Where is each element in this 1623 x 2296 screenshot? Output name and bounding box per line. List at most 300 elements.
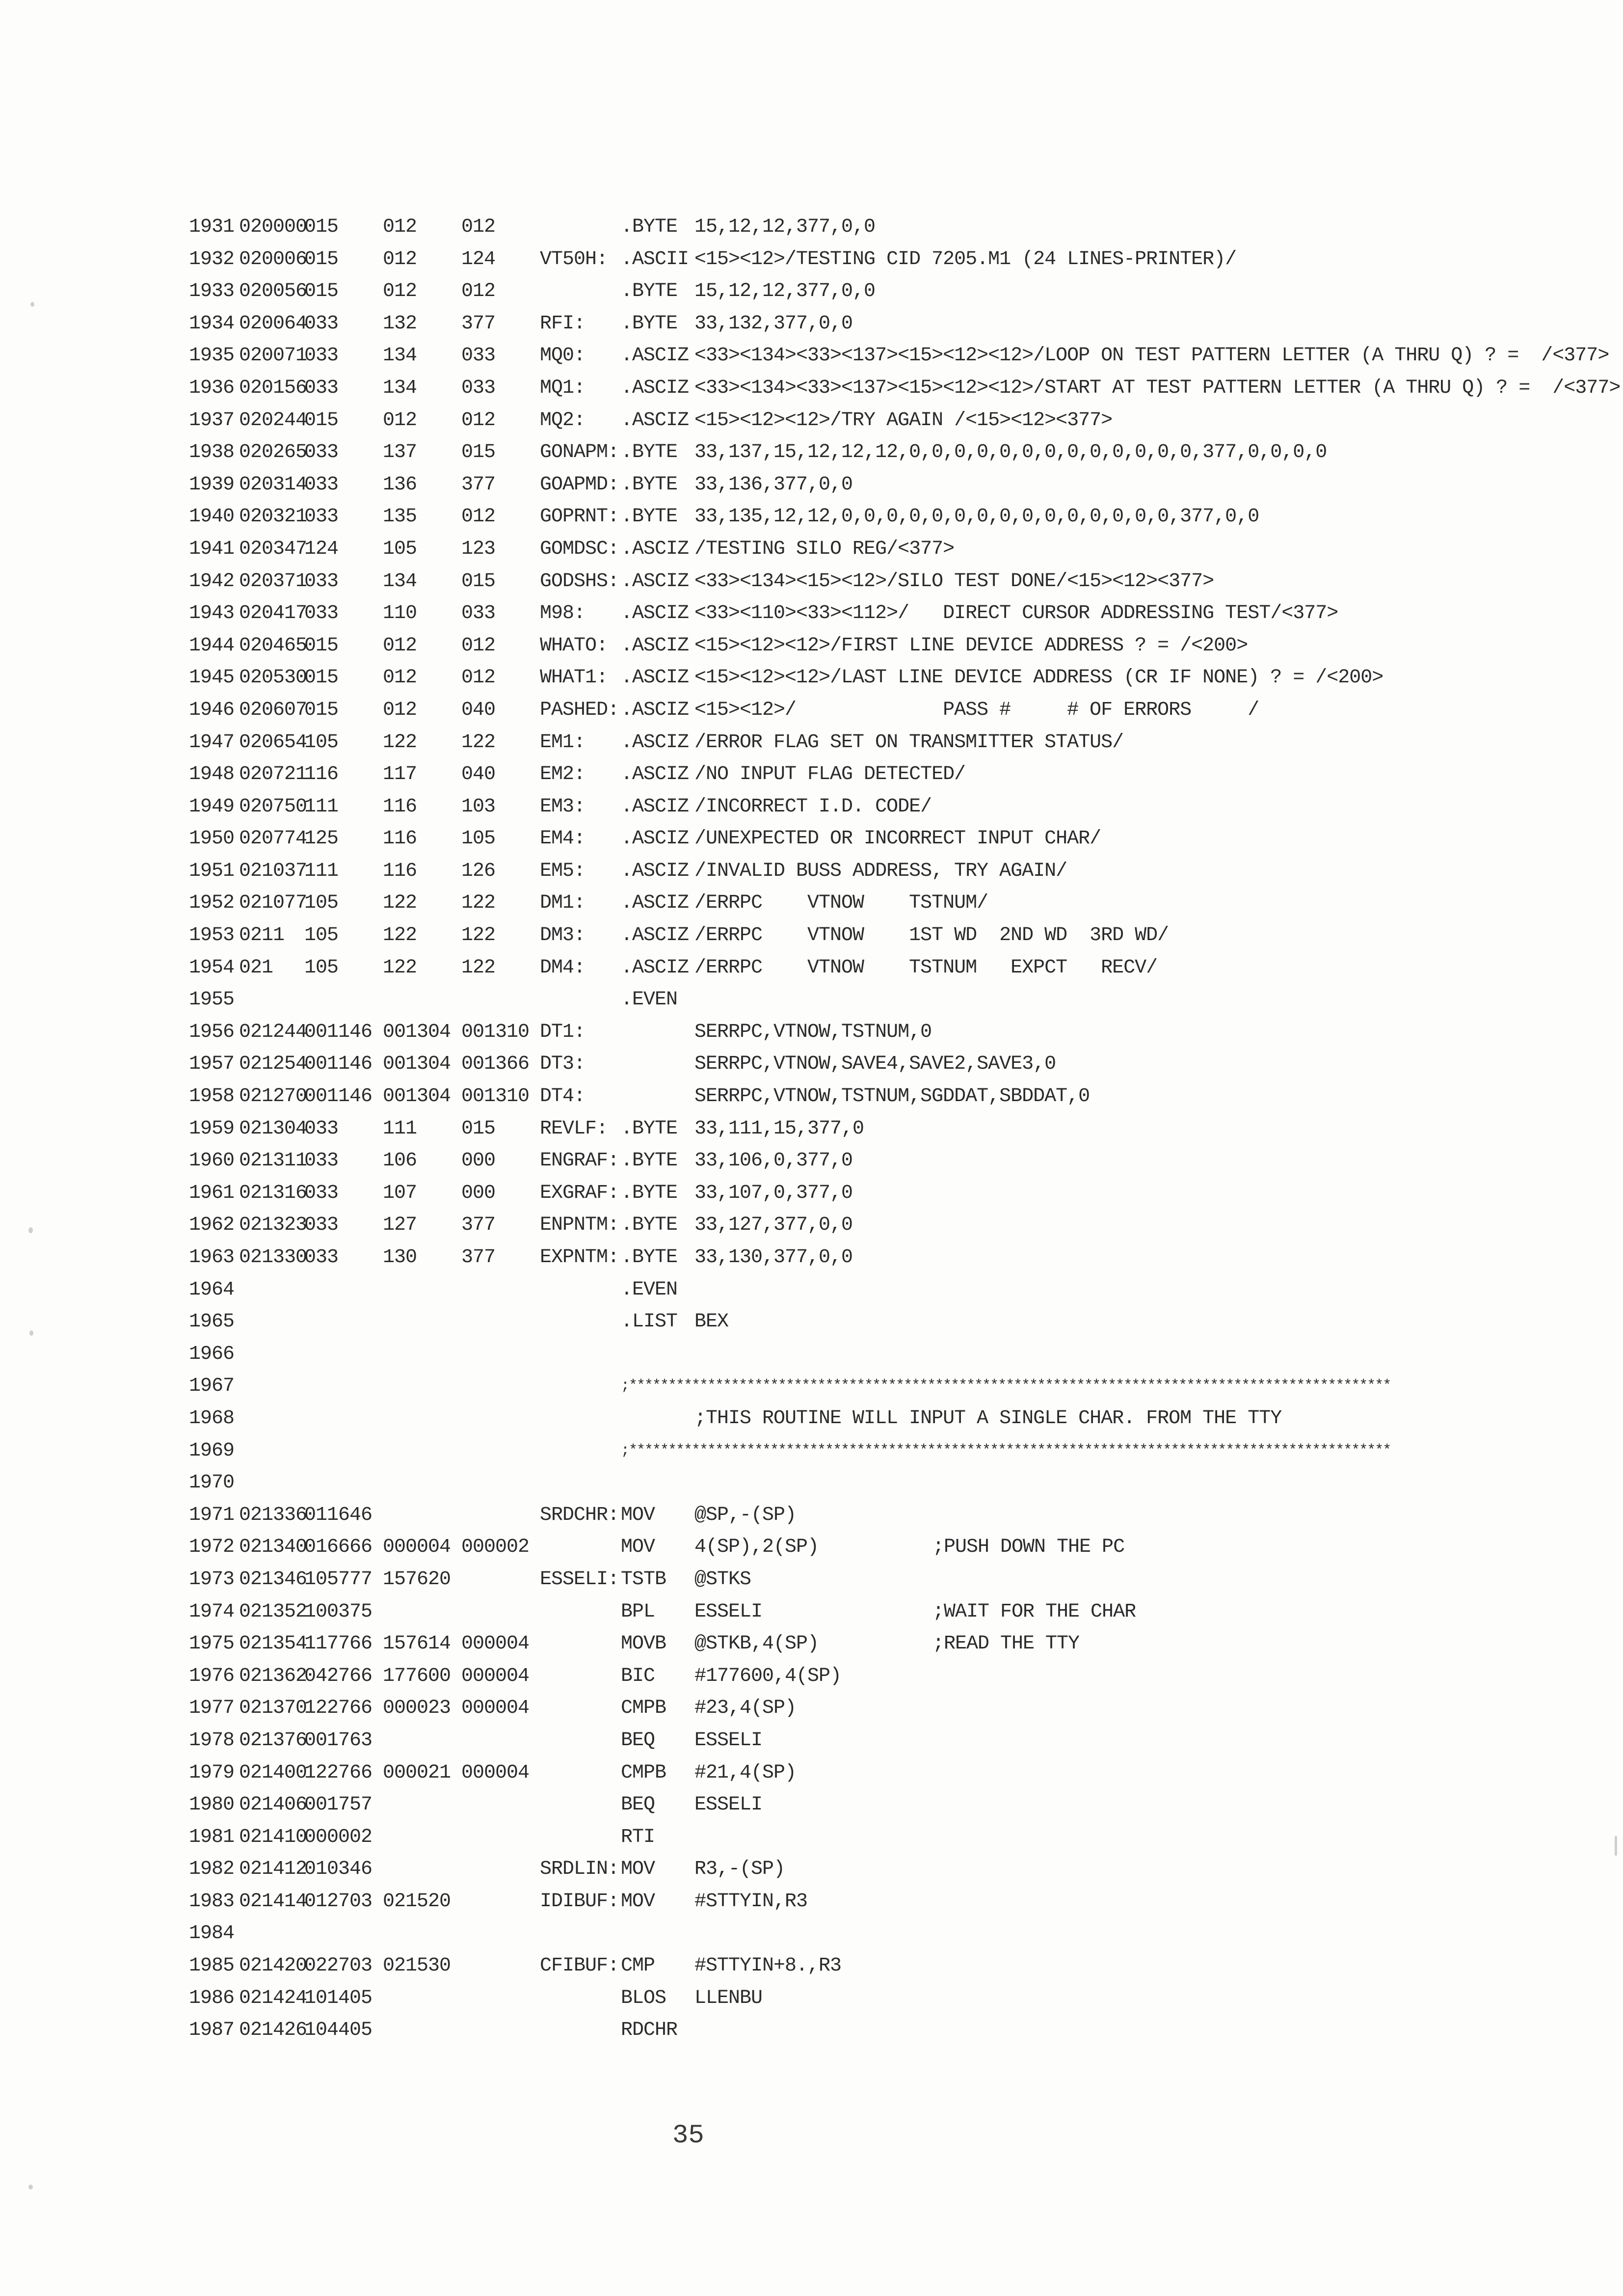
address: 021330 bbox=[239, 1246, 307, 1269]
listing-row bbox=[174, 1628, 1529, 1660]
separator-stars: ;************************************************************************************************* bbox=[621, 1378, 1391, 1395]
operand: /INCORRECT I.D. CODE/ bbox=[694, 795, 932, 818]
opcode: .BYTE bbox=[621, 473, 678, 496]
word-2: 136 bbox=[383, 473, 417, 496]
listing-row bbox=[174, 1725, 1529, 1757]
listing-row bbox=[174, 1306, 1529, 1338]
word-3: 000004 bbox=[461, 1633, 530, 1655]
operand: 15,12,12,377,0,0 bbox=[694, 216, 876, 238]
word-1: 000002 bbox=[304, 1826, 372, 1848]
opcode: .ASCIZ bbox=[621, 860, 689, 882]
address: 020071 bbox=[239, 345, 307, 367]
word-3: 122 bbox=[461, 956, 496, 979]
operand: SERRPC,VTNOW,SAVE4,SAVE2,SAVE3,0 bbox=[694, 1053, 1056, 1076]
line-number: 1962 bbox=[189, 1214, 235, 1237]
address: 021037 bbox=[239, 860, 307, 882]
operand: <33><134><15><12>/SILO TEST DONE/<15><12><377> bbox=[694, 570, 1214, 593]
word-2: 157614 bbox=[383, 1633, 451, 1655]
word-1: 033 bbox=[304, 602, 339, 625]
word-3: 001366 bbox=[461, 1053, 530, 1076]
line-number: 1980 bbox=[189, 1794, 235, 1816]
scan-speck bbox=[1615, 1836, 1617, 1856]
word-2: 000021 bbox=[383, 1761, 451, 1784]
listing-row bbox=[174, 211, 1529, 243]
operand: ESSELI bbox=[694, 1729, 763, 1752]
opcode: .ASCIZ bbox=[621, 409, 689, 432]
listing-row bbox=[174, 1853, 1529, 1886]
label: MQ1: bbox=[540, 377, 585, 399]
line-number: 1966 bbox=[189, 1343, 235, 1365]
line-number: 1968 bbox=[189, 1407, 235, 1430]
line-number: 1947 bbox=[189, 731, 235, 754]
listing-row bbox=[174, 566, 1529, 598]
word-3: 377 bbox=[461, 473, 496, 496]
opcode: .ASCIZ bbox=[621, 892, 689, 915]
word-2: 012 bbox=[383, 699, 417, 721]
word-1: 033 bbox=[304, 473, 339, 496]
word-3: 000004 bbox=[461, 1761, 530, 1784]
word-3: 124 bbox=[461, 248, 496, 270]
opcode: .ASCIZ bbox=[621, 828, 689, 850]
opcode: .ASCIZ bbox=[621, 602, 689, 625]
operand: <15><12>/ PASS # # OF ERRORS / bbox=[694, 699, 1259, 721]
comment: ;PUSH DOWN THE PC bbox=[932, 1536, 1125, 1559]
label: DM1: bbox=[540, 892, 585, 915]
operand: 4(SP),2(SP) bbox=[694, 1536, 819, 1559]
operand: <33><134><33><137><15><12><12>/START AT TEST PATTERN LETTER (A THRU Q) ? = /<377> bbox=[694, 377, 1621, 399]
scan-speck bbox=[28, 1227, 33, 1233]
line-number: 1932 bbox=[189, 248, 235, 270]
word-3: 000 bbox=[461, 1182, 496, 1204]
line-number: 1942 bbox=[189, 570, 235, 593]
operand: #177600,4(SP) bbox=[694, 1665, 842, 1687]
opcode: MOVB bbox=[621, 1633, 666, 1655]
listing-row bbox=[174, 405, 1529, 437]
line-number: 1953 bbox=[189, 924, 235, 947]
word-1: 010346 bbox=[304, 1858, 372, 1881]
operand: @STKB,4(SP) bbox=[694, 1633, 819, 1655]
word-1: 033 bbox=[304, 345, 339, 367]
listing-row bbox=[174, 1016, 1529, 1049]
word-2: 001304 bbox=[383, 1085, 451, 1108]
word-1: 122766 bbox=[304, 1761, 372, 1784]
label: EM1: bbox=[540, 731, 585, 754]
opcode: BIC bbox=[621, 1665, 655, 1687]
address: 020371 bbox=[239, 570, 307, 593]
listing-row bbox=[174, 1918, 1529, 1950]
word-3: 015 bbox=[461, 570, 496, 593]
line-number: 1946 bbox=[189, 699, 235, 721]
operand: ;THIS ROUTINE WILL INPUT A SINGLE CHAR. FROM THE TTY bbox=[694, 1407, 1282, 1430]
word-1: 033 bbox=[304, 1182, 339, 1204]
opcode: .BYTE bbox=[621, 441, 678, 464]
line-number: 1939 bbox=[189, 473, 235, 496]
line-number: 1952 bbox=[189, 892, 235, 915]
word-2: 116 bbox=[383, 860, 417, 882]
line-number: 1976 bbox=[189, 1665, 235, 1687]
operand: /ERROR FLAG SET ON TRANSMITTER STATUS/ bbox=[694, 731, 1124, 754]
line-number: 1933 bbox=[189, 280, 235, 303]
opcode: .ASCIZ bbox=[621, 956, 689, 979]
listing-row bbox=[174, 1757, 1529, 1789]
listing-row bbox=[174, 1403, 1529, 1435]
line-number: 1941 bbox=[189, 538, 235, 560]
word-3: 001310 bbox=[461, 1021, 530, 1043]
opcode: .ASCIZ bbox=[621, 667, 689, 689]
line-number: 1984 bbox=[189, 1922, 235, 1945]
opcode: .ASCIZ bbox=[621, 634, 689, 657]
word-3: 000004 bbox=[461, 1665, 530, 1687]
listing-row bbox=[174, 469, 1529, 501]
line-number: 1964 bbox=[189, 1278, 235, 1301]
line-number: 1944 bbox=[189, 634, 235, 657]
operand: /NO INPUT FLAG DETECTED/ bbox=[694, 763, 966, 786]
line-number: 1945 bbox=[189, 667, 235, 689]
operand: <33><110><33><112>/ DIRECT CURSOR ADDRESSING TEST/<377> bbox=[694, 602, 1338, 625]
word-1: 033 bbox=[304, 441, 339, 464]
word-1: 016666 bbox=[304, 1536, 372, 1559]
word-1: 116 bbox=[304, 763, 339, 786]
operand: R3,-(SP) bbox=[694, 1858, 785, 1881]
word-2: 127 bbox=[383, 1214, 417, 1237]
operand: /ERRPC VTNOW TSTNUM EXPCT RECV/ bbox=[694, 956, 1158, 979]
operand: <33><134><33><137><15><12><12>/LOOP ON TEST PATTERN LETTER (A THRU Q) ? = /<377> bbox=[694, 345, 1609, 367]
opcode: BEQ bbox=[621, 1729, 655, 1752]
label: MQ0: bbox=[540, 345, 585, 367]
operand: #21,4(SP) bbox=[694, 1761, 797, 1784]
address: 020654 bbox=[239, 731, 307, 754]
listing-row bbox=[174, 1564, 1529, 1596]
line-number: 1954 bbox=[189, 956, 235, 979]
word-3: 033 bbox=[461, 345, 496, 367]
listing-row bbox=[174, 1596, 1529, 1628]
listing-row bbox=[174, 630, 1529, 662]
listing-row bbox=[174, 1435, 1529, 1467]
label: GONAPM: bbox=[540, 441, 619, 464]
line-number: 1983 bbox=[189, 1890, 235, 1913]
address: 021362 bbox=[239, 1665, 307, 1687]
operand: @STKS bbox=[694, 1568, 751, 1591]
address: 020265 bbox=[239, 441, 307, 464]
opcode: BEQ bbox=[621, 1794, 655, 1816]
address: 021414 bbox=[239, 1890, 307, 1913]
opcode: .BYTE bbox=[621, 312, 678, 335]
label: EM3: bbox=[540, 795, 585, 818]
address: 021316 bbox=[239, 1182, 307, 1204]
operand: 33,132,377,0,0 bbox=[694, 312, 853, 335]
assembly-listing bbox=[174, 211, 1621, 2047]
word-2: 110 bbox=[383, 602, 417, 625]
address: 020244 bbox=[239, 409, 307, 432]
word-2: 117 bbox=[383, 763, 417, 786]
word-2: 157620 bbox=[383, 1568, 451, 1591]
listing-row bbox=[174, 501, 1529, 533]
listing-row bbox=[174, 340, 1609, 372]
label: REVLF: bbox=[540, 1117, 608, 1140]
address: 021370 bbox=[239, 1697, 307, 1720]
word-3: 040 bbox=[461, 763, 496, 786]
line-number: 1959 bbox=[189, 1117, 235, 1140]
word-3: 001310 bbox=[461, 1085, 530, 1108]
listing-row bbox=[174, 984, 1529, 1016]
word-3: 012 bbox=[461, 667, 496, 689]
line-number: 1979 bbox=[189, 1761, 235, 1784]
operand: ESSELI bbox=[694, 1600, 763, 1623]
separator-stars: ;************************************************************************************************* bbox=[621, 1442, 1391, 1459]
word-2: 001304 bbox=[383, 1053, 451, 1076]
line-number: 1940 bbox=[189, 506, 235, 528]
operand: #23,4(SP) bbox=[694, 1697, 797, 1720]
word-2: 111 bbox=[383, 1117, 417, 1140]
line-number: 1969 bbox=[189, 1439, 235, 1462]
address: 021410 bbox=[239, 1826, 307, 1848]
line-number: 1936 bbox=[189, 377, 235, 399]
address: 020156 bbox=[239, 377, 307, 399]
opcode: .ASCIZ bbox=[621, 763, 689, 786]
word-2: 000004 bbox=[383, 1536, 451, 1559]
opcode: .EVEN bbox=[621, 1278, 678, 1301]
word-2: 000023 bbox=[383, 1697, 451, 1720]
line-number: 1949 bbox=[189, 795, 235, 818]
word-1: 001146 bbox=[304, 1053, 372, 1076]
address: 021304 bbox=[239, 1117, 307, 1140]
word-1: 125 bbox=[304, 828, 339, 850]
line-number: 1967 bbox=[189, 1375, 235, 1398]
word-1: 015 bbox=[304, 699, 339, 721]
line-number: 1978 bbox=[189, 1729, 235, 1752]
word-2: 107 bbox=[383, 1182, 417, 1204]
address: 021352 bbox=[239, 1600, 307, 1623]
word-2: 012 bbox=[383, 248, 417, 270]
line-number: 1982 bbox=[189, 1858, 235, 1881]
listing-row bbox=[174, 855, 1529, 888]
word-3: 123 bbox=[461, 538, 496, 560]
opcode: .ASCII bbox=[621, 248, 689, 270]
listing-row bbox=[174, 791, 1529, 823]
line-number: 1970 bbox=[189, 1472, 235, 1494]
word-3: 377 bbox=[461, 1214, 496, 1237]
line-number: 1987 bbox=[189, 2019, 235, 2042]
address: 021340 bbox=[239, 1536, 307, 1559]
word-3: 000004 bbox=[461, 1697, 530, 1720]
operand: <15><12>/TESTING CID 7205.M1 (24 LINES-PRINTER)/ bbox=[694, 248, 1237, 270]
word-2: 012 bbox=[383, 409, 417, 432]
operand: ESSELI bbox=[694, 1794, 763, 1816]
listing-row bbox=[174, 1145, 1529, 1177]
word-1: 105 bbox=[304, 892, 339, 915]
opcode: .BYTE bbox=[621, 1246, 678, 1269]
operand: SERRPC,VTNOW,TSTNUM,SGDDAT,SBDDAT,0 bbox=[694, 1085, 1090, 1108]
listing-row bbox=[174, 1113, 1529, 1145]
comment: ;WAIT FOR THE CHAR bbox=[932, 1600, 1136, 1623]
address: 021406 bbox=[239, 1794, 307, 1816]
line-number: 1958 bbox=[189, 1085, 235, 1108]
address: 021354 bbox=[239, 1633, 307, 1655]
word-1: 011646 bbox=[304, 1504, 372, 1526]
opcode: .BYTE bbox=[621, 1214, 678, 1237]
word-2: 122 bbox=[383, 731, 417, 754]
opcode: .BYTE bbox=[621, 216, 678, 238]
line-number: 1981 bbox=[189, 1826, 235, 1848]
word-1: 100375 bbox=[304, 1600, 372, 1623]
listing-row bbox=[174, 1467, 1529, 1499]
word-3: 012 bbox=[461, 634, 496, 657]
scan-speck bbox=[30, 302, 34, 307]
word-1: 015 bbox=[304, 634, 339, 657]
line-number: 1935 bbox=[189, 345, 235, 367]
word-1: 101405 bbox=[304, 1987, 372, 2009]
word-2: 105 bbox=[383, 538, 417, 560]
line-number: 1934 bbox=[189, 312, 235, 335]
word-3: 000 bbox=[461, 1150, 496, 1172]
label: DM4: bbox=[540, 956, 585, 979]
operand: 33,111,15,377,0 bbox=[694, 1117, 864, 1140]
word-2: 012 bbox=[383, 634, 417, 657]
listing-row bbox=[174, 436, 1529, 469]
word-3: 377 bbox=[461, 1246, 496, 1269]
label: EM4: bbox=[540, 828, 585, 850]
word-1: 033 bbox=[304, 570, 339, 593]
address: 021426 bbox=[239, 2019, 307, 2042]
address: 020750 bbox=[239, 795, 307, 818]
address: 021420 bbox=[239, 1955, 307, 1977]
operand: <15><12><12>/FIRST LINE DEVICE ADDRESS ? = /<200> bbox=[694, 634, 1248, 657]
word-1: 012703 bbox=[304, 1890, 372, 1913]
line-number: 1938 bbox=[189, 441, 235, 464]
address: 021311 bbox=[239, 1150, 307, 1172]
opcode: MOV bbox=[621, 1890, 655, 1913]
line-number: 1986 bbox=[189, 1987, 235, 2009]
word-3: 033 bbox=[461, 602, 496, 625]
listing-row bbox=[174, 1886, 1529, 1918]
word-3: 103 bbox=[461, 795, 496, 818]
listing-row bbox=[174, 1499, 1529, 1532]
word-1: 104405 bbox=[304, 2019, 372, 2042]
word-2: 021520 bbox=[383, 1890, 451, 1913]
word-2: 012 bbox=[383, 280, 417, 303]
address: 0211 bbox=[239, 924, 285, 947]
address: 021077 bbox=[239, 892, 307, 915]
word-1: 033 bbox=[304, 1246, 339, 1269]
address: 020000 bbox=[239, 216, 307, 238]
opcode: .BYTE bbox=[621, 1150, 678, 1172]
listing-row bbox=[174, 952, 1529, 984]
address: 020314 bbox=[239, 473, 307, 496]
label: GOMDSC: bbox=[540, 538, 619, 560]
label: GOPRNT: bbox=[540, 506, 619, 528]
line-number: 1931 bbox=[189, 216, 235, 238]
opcode: TSTB bbox=[621, 1568, 666, 1591]
word-3: 122 bbox=[461, 731, 496, 754]
opcode: MOV bbox=[621, 1858, 655, 1881]
opcode: BLOS bbox=[621, 1987, 666, 2009]
opcode: .BYTE bbox=[621, 1182, 678, 1204]
operand: 33,106,0,377,0 bbox=[694, 1150, 853, 1172]
label: RFI: bbox=[540, 312, 585, 335]
label: SRDLIN: bbox=[540, 1858, 619, 1881]
listing-row bbox=[174, 1274, 1529, 1306]
operand: <15><12><12>/LAST LINE DEVICE ADDRESS (CR IF NONE) ? = /<200> bbox=[694, 667, 1384, 689]
line-number: 1971 bbox=[189, 1504, 235, 1526]
opcode: CMPB bbox=[621, 1761, 666, 1784]
operand: 33,107,0,377,0 bbox=[694, 1182, 853, 1204]
address: 021254 bbox=[239, 1053, 307, 1076]
operand: LLENBU bbox=[694, 1987, 763, 2009]
line-number: 1956 bbox=[189, 1021, 235, 1043]
scan-speck bbox=[29, 1330, 33, 1336]
listing-row bbox=[174, 662, 1529, 694]
label: EM5: bbox=[540, 860, 585, 882]
listing-row bbox=[174, 533, 1529, 566]
word-1: 124 bbox=[304, 538, 339, 560]
word-3: 012 bbox=[461, 280, 496, 303]
label: WHAT1: bbox=[540, 667, 608, 689]
label: EXPNTM: bbox=[540, 1246, 619, 1269]
opcode: .ASCIZ bbox=[621, 731, 689, 754]
word-1: 122766 bbox=[304, 1697, 372, 1720]
operand: 33,127,377,0,0 bbox=[694, 1214, 853, 1237]
opcode: .ASCIZ bbox=[621, 345, 689, 367]
word-2: 122 bbox=[383, 892, 417, 915]
line-number: 1950 bbox=[189, 828, 235, 850]
word-1: 001146 bbox=[304, 1085, 372, 1108]
word-2: 116 bbox=[383, 828, 417, 850]
word-3: 126 bbox=[461, 860, 496, 882]
line-number: 1963 bbox=[189, 1246, 235, 1269]
word-1: 111 bbox=[304, 860, 339, 882]
operand: 15,12,12,377,0,0 bbox=[694, 280, 876, 303]
listing-row bbox=[174, 1080, 1529, 1113]
word-1: 105777 bbox=[304, 1568, 372, 1591]
word-1: 042766 bbox=[304, 1665, 372, 1687]
label: MQ2: bbox=[540, 409, 585, 432]
word-3: 012 bbox=[461, 506, 496, 528]
listing-row bbox=[174, 727, 1529, 759]
line-number: 1973 bbox=[189, 1568, 235, 1591]
word-1: 015 bbox=[304, 280, 339, 303]
word-1: 015 bbox=[304, 248, 339, 270]
listing-row bbox=[174, 1370, 1529, 1403]
opcode: .BYTE bbox=[621, 1117, 678, 1140]
listing-row bbox=[174, 1531, 1529, 1564]
operand: #STTYIN+8.,R3 bbox=[694, 1955, 842, 1977]
opcode: .LIST bbox=[621, 1311, 678, 1333]
opcode: MOV bbox=[621, 1536, 655, 1559]
label: DT4: bbox=[540, 1085, 585, 1108]
word-3: 105 bbox=[461, 828, 496, 850]
address: 021346 bbox=[239, 1568, 307, 1591]
address: 021323 bbox=[239, 1214, 307, 1237]
listing-row bbox=[174, 2014, 1529, 2047]
operand: /TESTING SILO REG/<377> bbox=[694, 538, 955, 560]
listing-row bbox=[174, 919, 1529, 952]
word-1: 105 bbox=[304, 956, 339, 979]
line-number: 1985 bbox=[189, 1955, 235, 1977]
label: ENGRAF: bbox=[540, 1150, 619, 1172]
address: 020774 bbox=[239, 828, 307, 850]
line-number: 1961 bbox=[189, 1182, 235, 1204]
line-number: 1943 bbox=[189, 602, 235, 625]
address: 020607 bbox=[239, 699, 307, 721]
listing-row bbox=[174, 308, 1529, 340]
word-1: 033 bbox=[304, 377, 339, 399]
word-2: 106 bbox=[383, 1150, 417, 1172]
opcode: .EVEN bbox=[621, 989, 678, 1011]
word-1: 117766 bbox=[304, 1633, 372, 1655]
word-2: 130 bbox=[383, 1246, 417, 1269]
word-3: 015 bbox=[461, 1117, 496, 1140]
listing-row bbox=[174, 1048, 1529, 1080]
